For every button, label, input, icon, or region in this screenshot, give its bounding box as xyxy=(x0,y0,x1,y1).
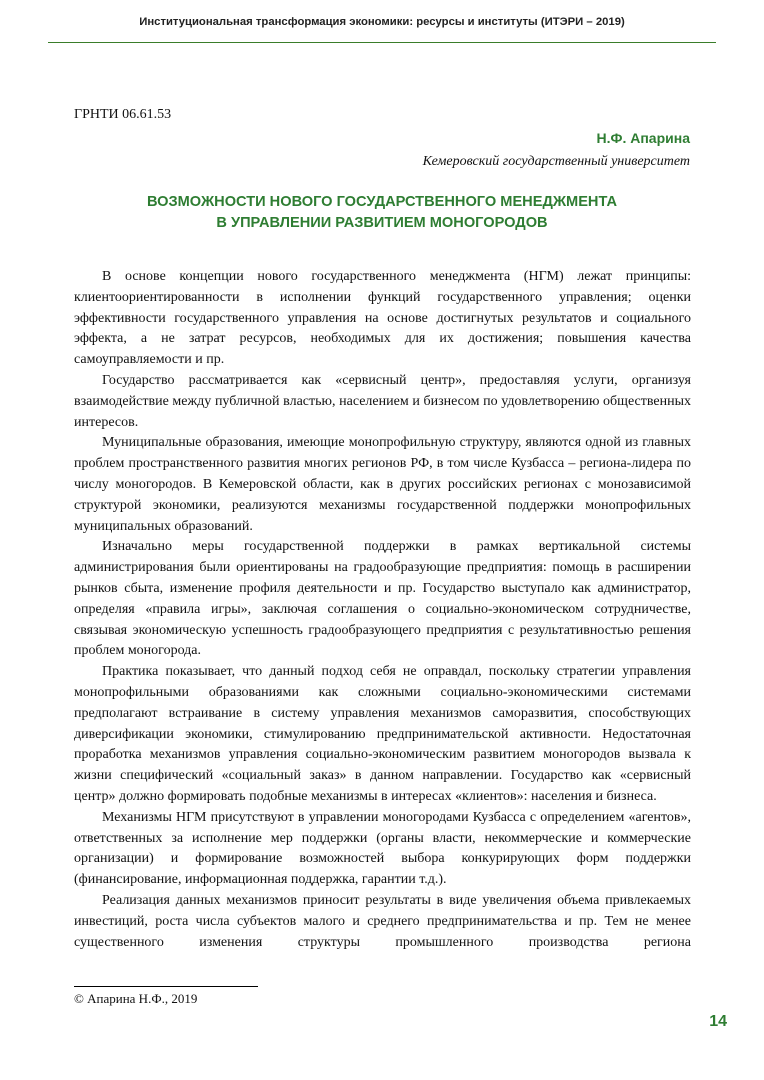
paragraph-3: Муниципальные образования, имеющие монопрофильную структуру, являются одной из главных проблем пространственного развития многих регионов РФ, в том числе Кузбасса – региона-лидера по числу моногородов. В Кемеровской области, как в других российских регионах с монозависимой структурой экономики, реализуются механизмы государственной поддержки монопрофильных муниципальных образований. xyxy=(74,435,691,534)
paragraph-7: Реализация данных механизмов приносит результаты в виде увеличения объема привлекаемых инвестиций, роста числа субъектов малого и среднего предпринимательства и пр. Тем не менее существенного изменения структуры промышленного производства региона xyxy=(74,892,691,950)
paragraph-5: Практика показывает, что данный подход себя не оправдал, поскольку стратегии управления монопрофильными образованиями как сложными социально-экономическими системами предполагают встраивание в систему управления механизмов саморазвития, способствующих диверсификации экономики, стимулированию предпринимательской активности. Недостаточная проработка механизмов управления социально-экономическим развитием моногородов вызвала к жизни специфический «социальный заказ» в данном направлении. Государство как «сервисный центр» должно формировать подобные механизмы в интересах «клиентов»: населения и бизнеса. xyxy=(74,664,691,804)
author-name: Н.Ф. Апарина xyxy=(596,130,690,146)
footnote-divider xyxy=(74,986,258,987)
author-affiliation: Кемеровский государственный университет xyxy=(422,154,690,169)
article-body xyxy=(74,267,691,953)
paragraph-2: Государство рассматривается как «сервисный центр», предоставляя услуги, организуя взаимодействие между публичной властью, населением и бизнесом по удовлетворению общественных интересов. xyxy=(74,372,691,430)
classifier-code: ГРНТИ 06.61.53 xyxy=(74,107,172,122)
copyright-footnote: © Апарина Н.Ф., 2019 xyxy=(74,991,198,1006)
paragraph-6: Механизмы НГМ присутствуют в управлении моногородами Кузбасса с определением «агентов», ответственных за исполнение мер поддержки (органы власти, некоммерческие и коммерческие организации) и формирование возможностей выбора конкурирующих форм поддержки (финансирование, информационная поддержка, гарантии т.д.). xyxy=(74,809,691,888)
running-header: Институциональная трансформация экономики: ресурсы и институты (ИТЭРИ – 2019) xyxy=(139,16,625,28)
paragraph-4: Изначально меры государственной поддержки в рамках вертикальной системы администрирования были ориентированы на градообразующие предприятия: помощь в расширении рынков сбыта, изменение профиля деятельности и пр. Государство выступало как администратор, определяя «правила игры», заключая соглашения о социально-экономическом сотрудничестве, связывая экономическую успешность градообразующего предприятия с результативностью решения проблем моногорода. xyxy=(74,539,691,659)
article-title-line-2: В УПРАВЛЕНИИ РАЗВИТИЕМ МОНОГОРОДОВ xyxy=(216,215,548,231)
header-divider xyxy=(48,42,716,43)
article-title xyxy=(74,192,690,234)
page-number: 14 xyxy=(709,1013,727,1030)
article-title-line-1: ВОЗМОЖНОСТИ НОВОГО ГОСУДАРСТВЕННОГО МЕНЕДЖМЕНТА xyxy=(146,194,618,210)
paragraph-1: В основе концепции нового государственного менеджмента (НГМ) лежат принципы: клиентоориентированности в исполнении функций государственного управления; оценки эффективности государственного управления на основе достигнутых результатов и социального эффекта, а не затрат ресурсов, необходимых для их достижения; повышения качества самоуправляемости и пр. xyxy=(74,269,691,368)
